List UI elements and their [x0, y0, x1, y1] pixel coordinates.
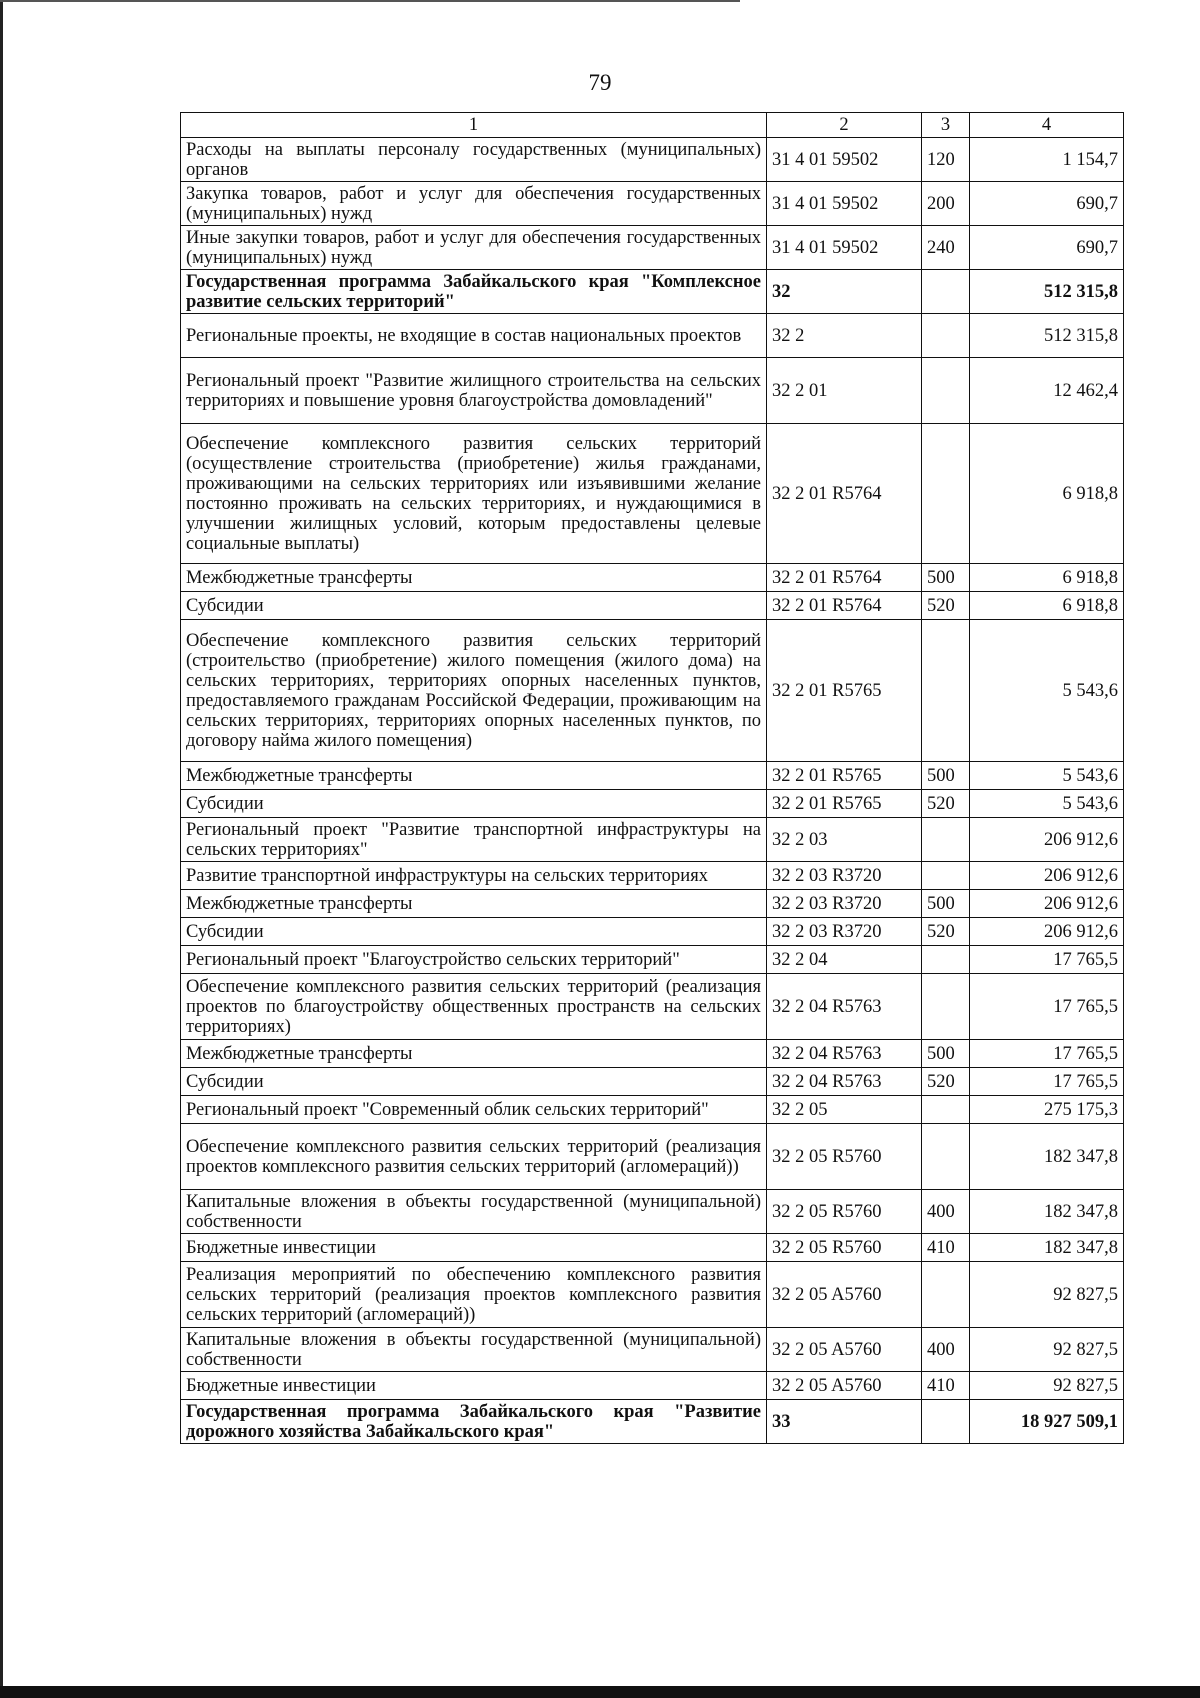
row-code-cell: 33 [767, 1400, 922, 1444]
row-code-cell: 32 2 05 R5760 [767, 1190, 922, 1234]
row-amount-cell: 17 765,5 [970, 974, 1124, 1040]
row-code-cell: 32 2 05 A5760 [767, 1262, 922, 1328]
scan-left-edge [0, 0, 3, 1698]
row-type-cell [922, 358, 970, 424]
table-row [181, 790, 1124, 818]
row-name-cell: Иные закупки товаров, работ и услуг для обеспечения государственных (муниципальных) нужд [181, 226, 767, 270]
row-name-cell: Государственная программа Забайкальского края "Комплексное развитие сельских территорий" [181, 270, 767, 314]
row-amount-cell: 690,7 [970, 182, 1124, 226]
page-number: 79 [588, 70, 612, 95]
row-code-cell: 32 2 01 [767, 358, 922, 424]
row-code-cell: 32 2 05 R5760 [767, 1124, 922, 1190]
row-name-cell: Расходы на выплаты персоналу государственных (муниципальных) органов [181, 138, 767, 182]
table-row [181, 762, 1124, 790]
row-type-cell: 200 [922, 182, 970, 226]
row-amount-cell: 18 927 509,1 [970, 1400, 1124, 1444]
row-type-cell [922, 862, 970, 890]
row-name-cell: Субсидии [181, 592, 767, 620]
row-amount-cell: 6 918,8 [970, 424, 1124, 564]
table-row [181, 1096, 1124, 1124]
row-code-cell: 31 4 01 59502 [767, 182, 922, 226]
row-amount-cell: 182 347,8 [970, 1234, 1124, 1262]
row-name-cell: Региональный проект "Современный облик сельских территорий" [181, 1096, 767, 1124]
row-amount-cell: 92 827,5 [970, 1372, 1124, 1400]
header-col-1: 1 [181, 113, 767, 138]
row-code-cell: 32 2 03 R3720 [767, 862, 922, 890]
row-amount-cell: 690,7 [970, 226, 1124, 270]
row-type-cell: 520 [922, 592, 970, 620]
table-row [181, 1262, 1124, 1328]
table-row [181, 620, 1124, 762]
table-row [181, 270, 1124, 314]
row-amount-cell: 17 765,5 [970, 1040, 1124, 1068]
row-name-cell: Развитие транспортной инфраструктуры на сельских территориях [181, 862, 767, 890]
table-row [181, 564, 1124, 592]
scan-top-edge [0, 0, 740, 2]
row-type-cell: 520 [922, 1068, 970, 1096]
table-row [181, 1124, 1124, 1190]
row-name-cell: Обеспечение комплексного развития сельских территорий (реализация проектов по благоустройству общественных пространств на сельских территориях) [181, 974, 767, 1040]
row-type-cell: 500 [922, 1040, 970, 1068]
row-type-cell: 520 [922, 918, 970, 946]
row-type-cell: 500 [922, 890, 970, 918]
table-row [181, 358, 1124, 424]
table-row [181, 862, 1124, 890]
table-row [181, 946, 1124, 974]
table-row [181, 1372, 1124, 1400]
row-amount-cell: 17 765,5 [970, 946, 1124, 974]
row-amount-cell: 206 912,6 [970, 818, 1124, 862]
row-amount-cell: 17 765,5 [970, 1068, 1124, 1096]
row-code-cell: 32 2 05 A5760 [767, 1372, 922, 1400]
row-name-cell: Региональный проект "Благоустройство сельских территорий" [181, 946, 767, 974]
row-name-cell: Субсидии [181, 918, 767, 946]
row-type-cell [922, 1262, 970, 1328]
table-row [181, 592, 1124, 620]
row-type-cell [922, 314, 970, 358]
table-row [181, 1400, 1124, 1444]
table-row [181, 226, 1124, 270]
table-row [181, 424, 1124, 564]
table-row [181, 1068, 1124, 1096]
row-type-cell: 410 [922, 1234, 970, 1262]
row-name-cell: Региональные проекты, не входящие в состав национальных проектов [181, 314, 767, 358]
row-amount-cell: 512 315,8 [970, 314, 1124, 358]
row-amount-cell: 182 347,8 [970, 1190, 1124, 1234]
table-row [181, 890, 1124, 918]
row-type-cell: 400 [922, 1190, 970, 1234]
row-name-cell: Обеспечение комплексного развития сельских территорий (осуществление строительства (приобретение) жилья гражданами, проживающими на сельских территориях или изъявившими желание постоянно проживать на сельских территориях, и нуждающимися в улучшении жилищных условий, которым предоставлены целевые социальные выплаты) [181, 424, 767, 564]
table-row [181, 1328, 1124, 1372]
row-name-cell: Бюджетные инвестиции [181, 1234, 767, 1262]
budget-table [180, 112, 1124, 1444]
row-type-cell [922, 818, 970, 862]
row-amount-cell: 206 912,6 [970, 862, 1124, 890]
table-row [181, 918, 1124, 946]
header-col-2: 2 [767, 113, 922, 138]
row-amount-cell: 1 154,7 [970, 138, 1124, 182]
row-amount-cell: 5 543,6 [970, 762, 1124, 790]
row-type-cell [922, 1124, 970, 1190]
row-name-cell: Государственная программа Забайкальского края "Развитие дорожного хозяйства Забайкальского края" [181, 1400, 767, 1444]
row-code-cell: 32 2 05 A5760 [767, 1328, 922, 1372]
row-amount-cell: 5 543,6 [970, 620, 1124, 762]
row-code-cell: 32 2 01 R5765 [767, 762, 922, 790]
row-code-cell: 32 2 04 [767, 946, 922, 974]
table-row [181, 818, 1124, 862]
row-type-cell [922, 424, 970, 564]
row-type-cell: 400 [922, 1328, 970, 1372]
row-code-cell: 32 [767, 270, 922, 314]
row-type-cell: 500 [922, 762, 970, 790]
table-row [181, 974, 1124, 1040]
row-code-cell: 32 2 01 R5764 [767, 564, 922, 592]
row-type-cell: 410 [922, 1372, 970, 1400]
row-amount-cell: 92 827,5 [970, 1328, 1124, 1372]
row-amount-cell: 6 918,8 [970, 592, 1124, 620]
row-type-cell: 120 [922, 138, 970, 182]
row-type-cell [922, 946, 970, 974]
row-code-cell: 32 2 04 R5763 [767, 974, 922, 1040]
row-code-cell: 32 2 04 R5763 [767, 1068, 922, 1096]
row-type-cell: 500 [922, 564, 970, 592]
row-code-cell: 32 2 04 R5763 [767, 1040, 922, 1068]
row-amount-cell: 5 543,6 [970, 790, 1124, 818]
row-amount-cell: 182 347,8 [970, 1124, 1124, 1190]
row-amount-cell: 6 918,8 [970, 564, 1124, 592]
row-code-cell: 32 2 01 R5765 [767, 790, 922, 818]
row-amount-cell: 12 462,4 [970, 358, 1124, 424]
row-amount-cell: 206 912,6 [970, 890, 1124, 918]
row-name-cell: Капитальные вложения в объекты государственной (муниципальной) собственности [181, 1190, 767, 1234]
row-name-cell: Субсидии [181, 1068, 767, 1096]
row-type-cell [922, 620, 970, 762]
row-name-cell: Межбюджетные трансферты [181, 890, 767, 918]
table-row [181, 1190, 1124, 1234]
table-row [181, 182, 1124, 226]
row-code-cell: 31 4 01 59502 [767, 226, 922, 270]
row-code-cell: 32 2 03 [767, 818, 922, 862]
row-name-cell: Региональный проект "Развитие жилищного строительства на сельских территориях и повышение уровня благоустройства домовладений" [181, 358, 767, 424]
row-type-cell: 520 [922, 790, 970, 818]
row-amount-cell: 206 912,6 [970, 918, 1124, 946]
row-name-cell: Капитальные вложения в объекты государственной (муниципальной) собственности [181, 1328, 767, 1372]
row-name-cell: Региональный проект "Развитие транспортной инфраструктуры на сельских территориях" [181, 818, 767, 862]
budget-table-body [181, 113, 1124, 1444]
scan-bottom-band [0, 1686, 1200, 1698]
row-code-cell: 32 2 01 R5765 [767, 620, 922, 762]
row-type-cell [922, 1096, 970, 1124]
row-name-cell: Обеспечение комплексного развития сельских территорий (строительство (приобретение) жилого помещения (жилого дома) на сельских территориях, территориях опорных населенных пунктов, предоставляемого гражданам Российской Федерации, проживающим на сельских территориях, территориях опорных населенных пунктов, по договору найма жилого помещения) [181, 620, 767, 762]
row-code-cell: 32 2 03 R3720 [767, 890, 922, 918]
row-name-cell: Обеспечение комплексного развития сельских территорий (реализация проектов комплексного развития сельских территорий (агломераций)) [181, 1124, 767, 1190]
table-row [181, 314, 1124, 358]
row-code-cell: 32 2 05 R5760 [767, 1234, 922, 1262]
row-code-cell: 32 2 [767, 314, 922, 358]
row-code-cell: 32 2 01 R5764 [767, 424, 922, 564]
table-row [181, 138, 1124, 182]
row-name-cell: Бюджетные инвестиции [181, 1372, 767, 1400]
row-type-cell [922, 1400, 970, 1444]
row-name-cell: Межбюджетные трансферты [181, 564, 767, 592]
row-code-cell: 31 4 01 59502 [767, 138, 922, 182]
row-amount-cell: 275 175,3 [970, 1096, 1124, 1124]
row-name-cell: Межбюджетные трансферты [181, 762, 767, 790]
row-name-cell: Межбюджетные трансферты [181, 1040, 767, 1068]
row-code-cell: 32 2 03 R3720 [767, 918, 922, 946]
row-type-cell [922, 974, 970, 1040]
row-name-cell: Закупка товаров, работ и услуг для обеспечения государственных (муниципальных) нужд [181, 182, 767, 226]
row-code-cell: 32 2 05 [767, 1096, 922, 1124]
header-col-4: 4 [970, 113, 1124, 138]
row-name-cell: Субсидии [181, 790, 767, 818]
table-row [181, 1040, 1124, 1068]
table-row [181, 1234, 1124, 1262]
row-type-cell: 240 [922, 226, 970, 270]
row-amount-cell: 92 827,5 [970, 1262, 1124, 1328]
row-code-cell: 32 2 01 R5764 [767, 592, 922, 620]
header-col-3: 3 [922, 113, 970, 138]
row-type-cell [922, 270, 970, 314]
row-name-cell: Реализация мероприятий по обеспечению комплексного развития сельских территорий (реализация проектов комплексного развития сельских территорий (агломераций)) [181, 1262, 767, 1328]
row-amount-cell: 512 315,8 [970, 270, 1124, 314]
header-row [181, 113, 1124, 138]
